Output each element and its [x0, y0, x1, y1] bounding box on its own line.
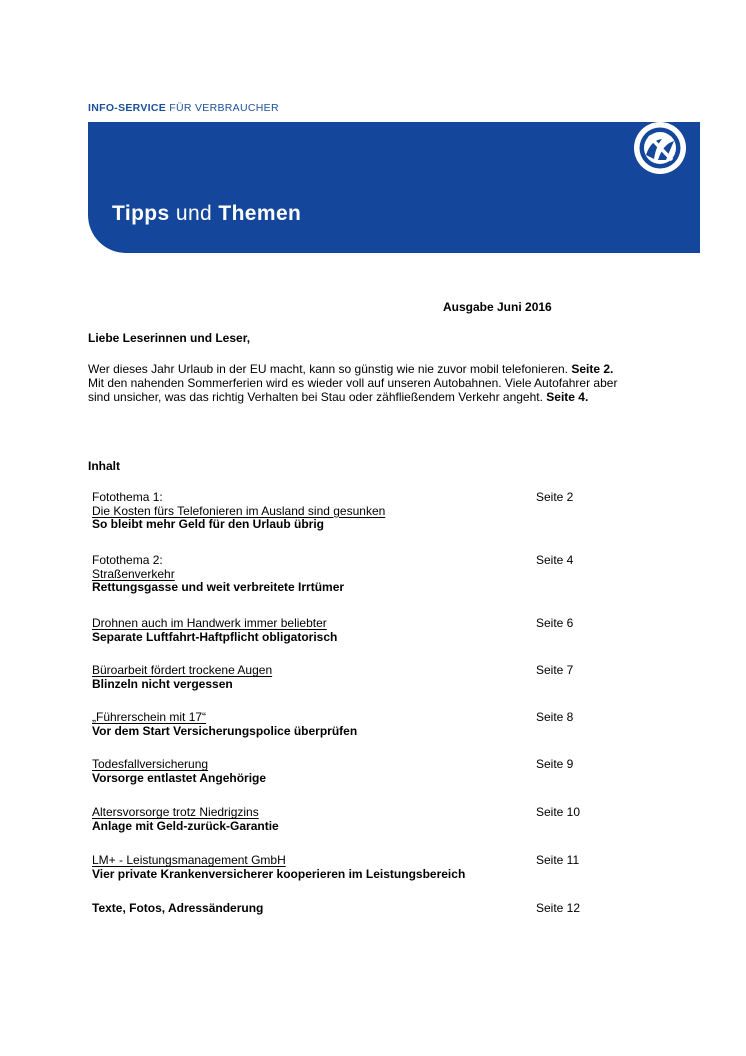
toc-entry-subtitle: Texte, Fotos, Adressänderung: [92, 901, 264, 915]
intro-p1-page-ref: Seite 2.: [571, 362, 614, 376]
toc-entry-page: Seite 8: [536, 710, 574, 724]
toc-entry: [92, 617, 652, 644]
intro-p1-text: Wer dieses Jahr Urlaub in der EU macht, kann so günstig wie nie zuvor mobil telefonieren.: [88, 362, 572, 376]
toc-entry-link[interactable]: „Führerschein mit 17“: [92, 710, 207, 724]
intro-paragraph-2: [88, 376, 628, 404]
title-word-themen: Themen: [218, 202, 302, 225]
toc-entry-link[interactable]: Drohnen auch im Handwerk immer beliebter: [92, 616, 327, 630]
toc-entry: [92, 664, 652, 691]
greeting: Liebe Leserinnen und Leser,: [88, 331, 251, 345]
toc-entry: [92, 854, 652, 881]
toc-entry-page: Seite 4: [536, 553, 574, 567]
toc-entry-page: Seite 11: [536, 853, 580, 867]
toc-entry: [92, 758, 652, 785]
toc-entry-subtitle: Vier private Krankenversicherer kooperieren im Leistungsbereich: [92, 866, 466, 881]
publication-title: [112, 202, 301, 226]
toc-entry-link[interactable]: Todesfallversicherung: [92, 757, 209, 771]
toc-entry-subtitle: Vor dem Start Versicherungspolice überprüfen: [92, 723, 358, 738]
intro-p2-page-ref: Seite 4.: [546, 390, 589, 404]
toc-entry-kicker: Fotothema 2:: [92, 553, 163, 567]
toc-entry: [92, 554, 652, 595]
toc-entry-subtitle: Vorsorge entlastet Angehörige: [92, 770, 267, 785]
toc-entry-kicker: Fotothema 1:: [92, 490, 163, 504]
toc-entry-page: Seite 10: [536, 805, 581, 819]
toc-entry-link[interactable]: Straßenverkehr: [92, 566, 175, 581]
toc-entry-page: Seite 12: [536, 901, 581, 915]
toc-entry: [92, 711, 652, 738]
toc-entry-subtitle: Blinzeln nicht vergessen: [92, 676, 233, 691]
toc-entry-link[interactable]: Altersvorsorge trotz Niedrigzins: [92, 805, 259, 819]
toc-heading: Inhalt: [88, 459, 120, 473]
circular-brand-logo-icon: [632, 120, 688, 176]
toc-entry: [92, 902, 652, 916]
service-line-strong: INFO-SERVICE: [88, 102, 167, 114]
toc-entry-link[interactable]: Die Kosten fürs Telefonieren im Ausland sind gesunken: [92, 503, 386, 518]
toc-entry-link-line: [92, 505, 652, 519]
toc-entry-page: Seite 9: [536, 757, 574, 771]
toc-entry-subtitle: So bleibt mehr Geld für den Urlaub übrig: [92, 517, 325, 531]
toc-entry-subtitle: Rettungsgasse und weit verbreitete Irrtümer: [92, 580, 345, 594]
toc-entry: [92, 806, 652, 833]
toc-entry-page: Seite 7: [536, 663, 574, 677]
title-word-tipps: Tipps: [112, 202, 170, 225]
service-line-rest: FÜR VERBRAUCHER: [166, 102, 279, 114]
intro-paragraph-1: [88, 362, 628, 376]
intro-p2-text: Mit den nahenden Sommerferien wird es wieder voll auf unseren Autobahnen. Viele Autofahrer aber sind unsicher, was das richtig Verhalten bei Stau oder zähfließendem Verkehr angeht.: [88, 376, 618, 404]
service-line: [88, 102, 279, 114]
issue-date: Ausgabe Juni 2016: [443, 300, 552, 314]
toc-entry-link[interactable]: LM+ - Leistungsmanagement GmbH: [92, 853, 286, 867]
toc-entry-link-line: [92, 568, 652, 582]
intro-text: [88, 362, 628, 404]
toc-entry-page: Seite 6: [536, 616, 574, 630]
title-word-und: und: [169, 202, 219, 225]
toc-entry-subtitle: Anlage mit Geld-zurück-Garantie: [92, 818, 279, 833]
toc-entry-link[interactable]: Büroarbeit fördert trockene Augen: [92, 663, 273, 677]
toc-entry-subtitle: Separate Luftfahrt-Haftpflicht obligatorisch: [92, 629, 338, 644]
toc-entry-page: Seite 2: [536, 490, 574, 504]
toc-entry: [92, 491, 652, 532]
header-banner: [88, 122, 700, 253]
